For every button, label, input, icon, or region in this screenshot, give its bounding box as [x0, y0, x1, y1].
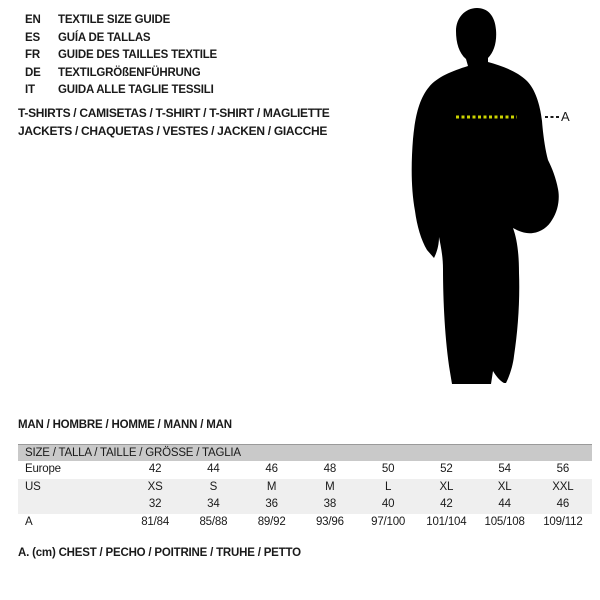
language-row [25, 65, 217, 83]
table-cell: XL [497, 480, 512, 493]
table-cell: 52 [440, 463, 453, 475]
table-cell: XS [147, 480, 163, 493]
table-cell: 46 [265, 463, 278, 475]
category-jackets: JACKETS / CHAQUETAS / VESTES / JACKEN / GIACCHE [18, 124, 328, 138]
table-cell: 36 [265, 498, 278, 510]
table-cell: L [385, 480, 392, 493]
table-cell: 97/100 [371, 515, 406, 528]
table-cell: 42 [148, 463, 162, 475]
language-code: ES [25, 31, 40, 44]
table-row [18, 496, 592, 514]
language-row [25, 82, 217, 100]
table-cell: 56 [556, 463, 570, 475]
table-cell: M [325, 480, 335, 493]
size-table-header: SIZE / TALLA / TAILLE / GRÖSSE / TAGLIA [18, 444, 592, 461]
table-cell: 44 [498, 498, 511, 510]
table-cell: XL [439, 480, 454, 493]
language-label: GUIDA ALLE TAGLIE TESSILI [58, 84, 214, 97]
language-row [25, 12, 217, 30]
row-label [18, 496, 126, 514]
language-list [25, 12, 217, 100]
language-code: EN [25, 14, 41, 26]
table-cell: 38 [323, 498, 337, 510]
table-cell: 34 [207, 498, 220, 510]
language-code: FR [25, 49, 40, 62]
language-label: TEXTILE SIZE GUIDE [58, 14, 171, 26]
language-label: TEXTILGRÖßENFÜHRUNG [58, 66, 201, 79]
language-row [25, 30, 217, 48]
row-label: Europe [25, 463, 61, 475]
row-label: A [25, 515, 33, 528]
category-list [18, 104, 330, 140]
measure-a-label: A [561, 109, 570, 124]
language-row [25, 47, 217, 65]
table-cell: 93/96 [315, 515, 344, 528]
table-cell: 89/92 [257, 515, 286, 528]
chest-footnote: A. (cm) CHEST / PECHO / POITRINE / TRUHE / PETTO [18, 547, 301, 559]
table-cell: 105/108 [484, 515, 525, 528]
language-code: IT [25, 84, 35, 97]
table-cell: 40 [381, 498, 395, 510]
language-label: GUIDE DES TAILLES TEXTILE [58, 49, 217, 62]
table-cell: 81/84 [141, 515, 170, 528]
table-cell: 109/112 [543, 515, 583, 528]
language-code: DE [25, 66, 41, 79]
table-row [18, 461, 592, 479]
table-cell: 44 [207, 463, 220, 475]
table-cell: XXL [552, 480, 574, 493]
table-cell: 50 [381, 463, 395, 475]
table-cell: 32 [148, 498, 162, 510]
table-cell: 85/88 [199, 515, 228, 528]
section-title: MAN / HOMBRE / HOMME / MANN / MAN [18, 419, 232, 431]
table-cell: 48 [323, 463, 337, 475]
size-table [18, 444, 592, 531]
category-tshirts: T-SHIRTS / CAMISETAS / T-SHIRT / T-SHIRT / MAGLIETTE [18, 106, 330, 120]
size-table-body [18, 461, 592, 531]
table-cell: 46 [556, 498, 570, 510]
table-cell: 54 [498, 463, 511, 475]
man-silhouette [412, 8, 559, 384]
table-cell: 101/104 [426, 515, 467, 528]
table-cell: S [209, 480, 218, 493]
table-row [18, 479, 592, 497]
table-cell: M [266, 480, 277, 493]
table-row [18, 514, 592, 532]
table-cell: 42 [440, 498, 453, 510]
language-label: GUÍA DE TALLAS [58, 31, 151, 44]
row-label: US [25, 480, 41, 493]
